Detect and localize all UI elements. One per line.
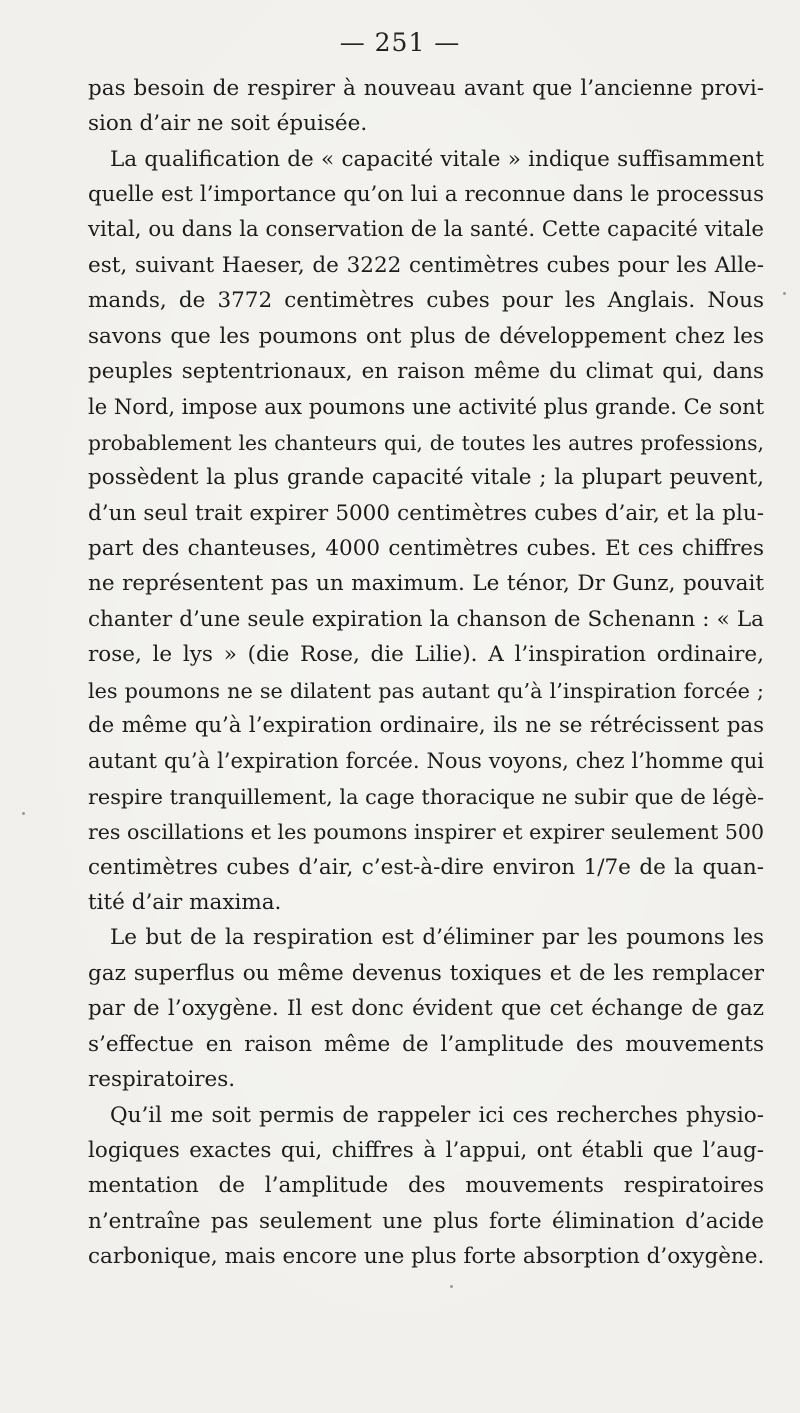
text-line: de même qu’à l’expiration ordinaire, ils ne se rétrécissent pas <box>88 713 764 738</box>
text-line: par de l’oxygène. Il est donc évident que cet échange de gaz <box>88 996 764 1021</box>
text-line: sion d’air ne soit épuisée. <box>88 111 368 136</box>
text-line: est, suivant Haeser, de 3222 centimètres cubes pour les Alle- <box>88 253 764 278</box>
text-line: s’effectue en raison même de l’amplitude des mouvements <box>88 1032 764 1057</box>
text-line: probablement les chanteurs qui, de toutes les autres professions, <box>88 431 764 455</box>
paragraph-first-line: Le but de la respiration est d’éliminer par les poumons les <box>110 925 764 950</box>
paper-speck <box>22 812 25 815</box>
text-line: pas besoin de respirer à nouveau avant que l’ancienne provi- <box>88 76 764 101</box>
text-line: mentation de l’amplitude des mouvements respiratoires <box>88 1173 764 1198</box>
paragraph-first-line: La qualification de « capacité vitale » indique suffisamment <box>110 147 764 172</box>
text-line: le Nord, impose aux poumons une activité plus grande. Ce sont <box>88 395 765 419</box>
text-line: autant qu’à l’expiration forcée. Nous voyons, chez l’homme qui <box>88 749 764 773</box>
text-line: peuples septentrionaux, en raison même du climat qui, dans <box>88 359 764 384</box>
text-line: tité d’air maxima. <box>88 890 282 915</box>
text-line: part des chanteuses, 4000 centimètres cubes. Et ces chiffres <box>88 536 764 561</box>
text-line: logiques exactes qui, chiffres à l’appui, ont établi que l’aug- <box>88 1138 764 1163</box>
text-line: chanter d’une seule expiration la chanson de Schenann : « La <box>88 607 764 632</box>
paper-speck <box>783 292 786 295</box>
text-line: res oscillations et les poumons inspirer et expirer seulement 500 <box>88 820 764 844</box>
text-line: n’entraîne pas seulement une plus forte élimination d’acide <box>88 1209 764 1234</box>
text-line: respiratoires. <box>88 1067 236 1092</box>
text-line: gaz superflus ou même devenus toxiques et de les remplacer <box>88 961 764 986</box>
text-line: carbonique, mais encore une plus forte absorption d’oxygène. <box>88 1244 765 1269</box>
text-line: vital, ou dans la conservation de la santé. Cette capacité vitale <box>88 217 764 242</box>
text-line: d’un seul trait expirer 5000 centimètres cubes d’air, et la plu- <box>88 501 764 526</box>
text-line: savons que les poumons ont plus de développement chez les <box>88 324 764 349</box>
paper-speck <box>450 1285 453 1288</box>
text-line: rose, le lys » (die Rose, die Lilie). A l’inspiration ordinaire, <box>88 642 764 667</box>
paragraph-first-line: Qu’il me soit permis de rappeler ici ces recherches physio- <box>110 1103 764 1128</box>
page-number: — 251 — <box>339 28 461 57</box>
text-line: les poumons ne se dilatent pas autant qu’à l’inspiration forcée ; <box>88 679 764 703</box>
text-line: possèdent la plus grande capacité vitale ; la plupart peuvent, <box>88 465 764 490</box>
text-line: quelle est l’importance qu’on lui a reconnue dans le processus <box>88 182 764 207</box>
text-line: centimètres cubes d’air, c’est-à-dire environ 1/7e de la quan- <box>88 855 764 880</box>
text-line: ne représentent pas un maximum. Le ténor, Dr Gunz, pouvait <box>88 571 764 596</box>
text-line: respire tranquillement, la cage thoracique ne subir que de légè- <box>88 785 764 809</box>
text-line: mands, de 3772 centimètres cubes pour les Anglais. Nous <box>88 288 764 313</box>
